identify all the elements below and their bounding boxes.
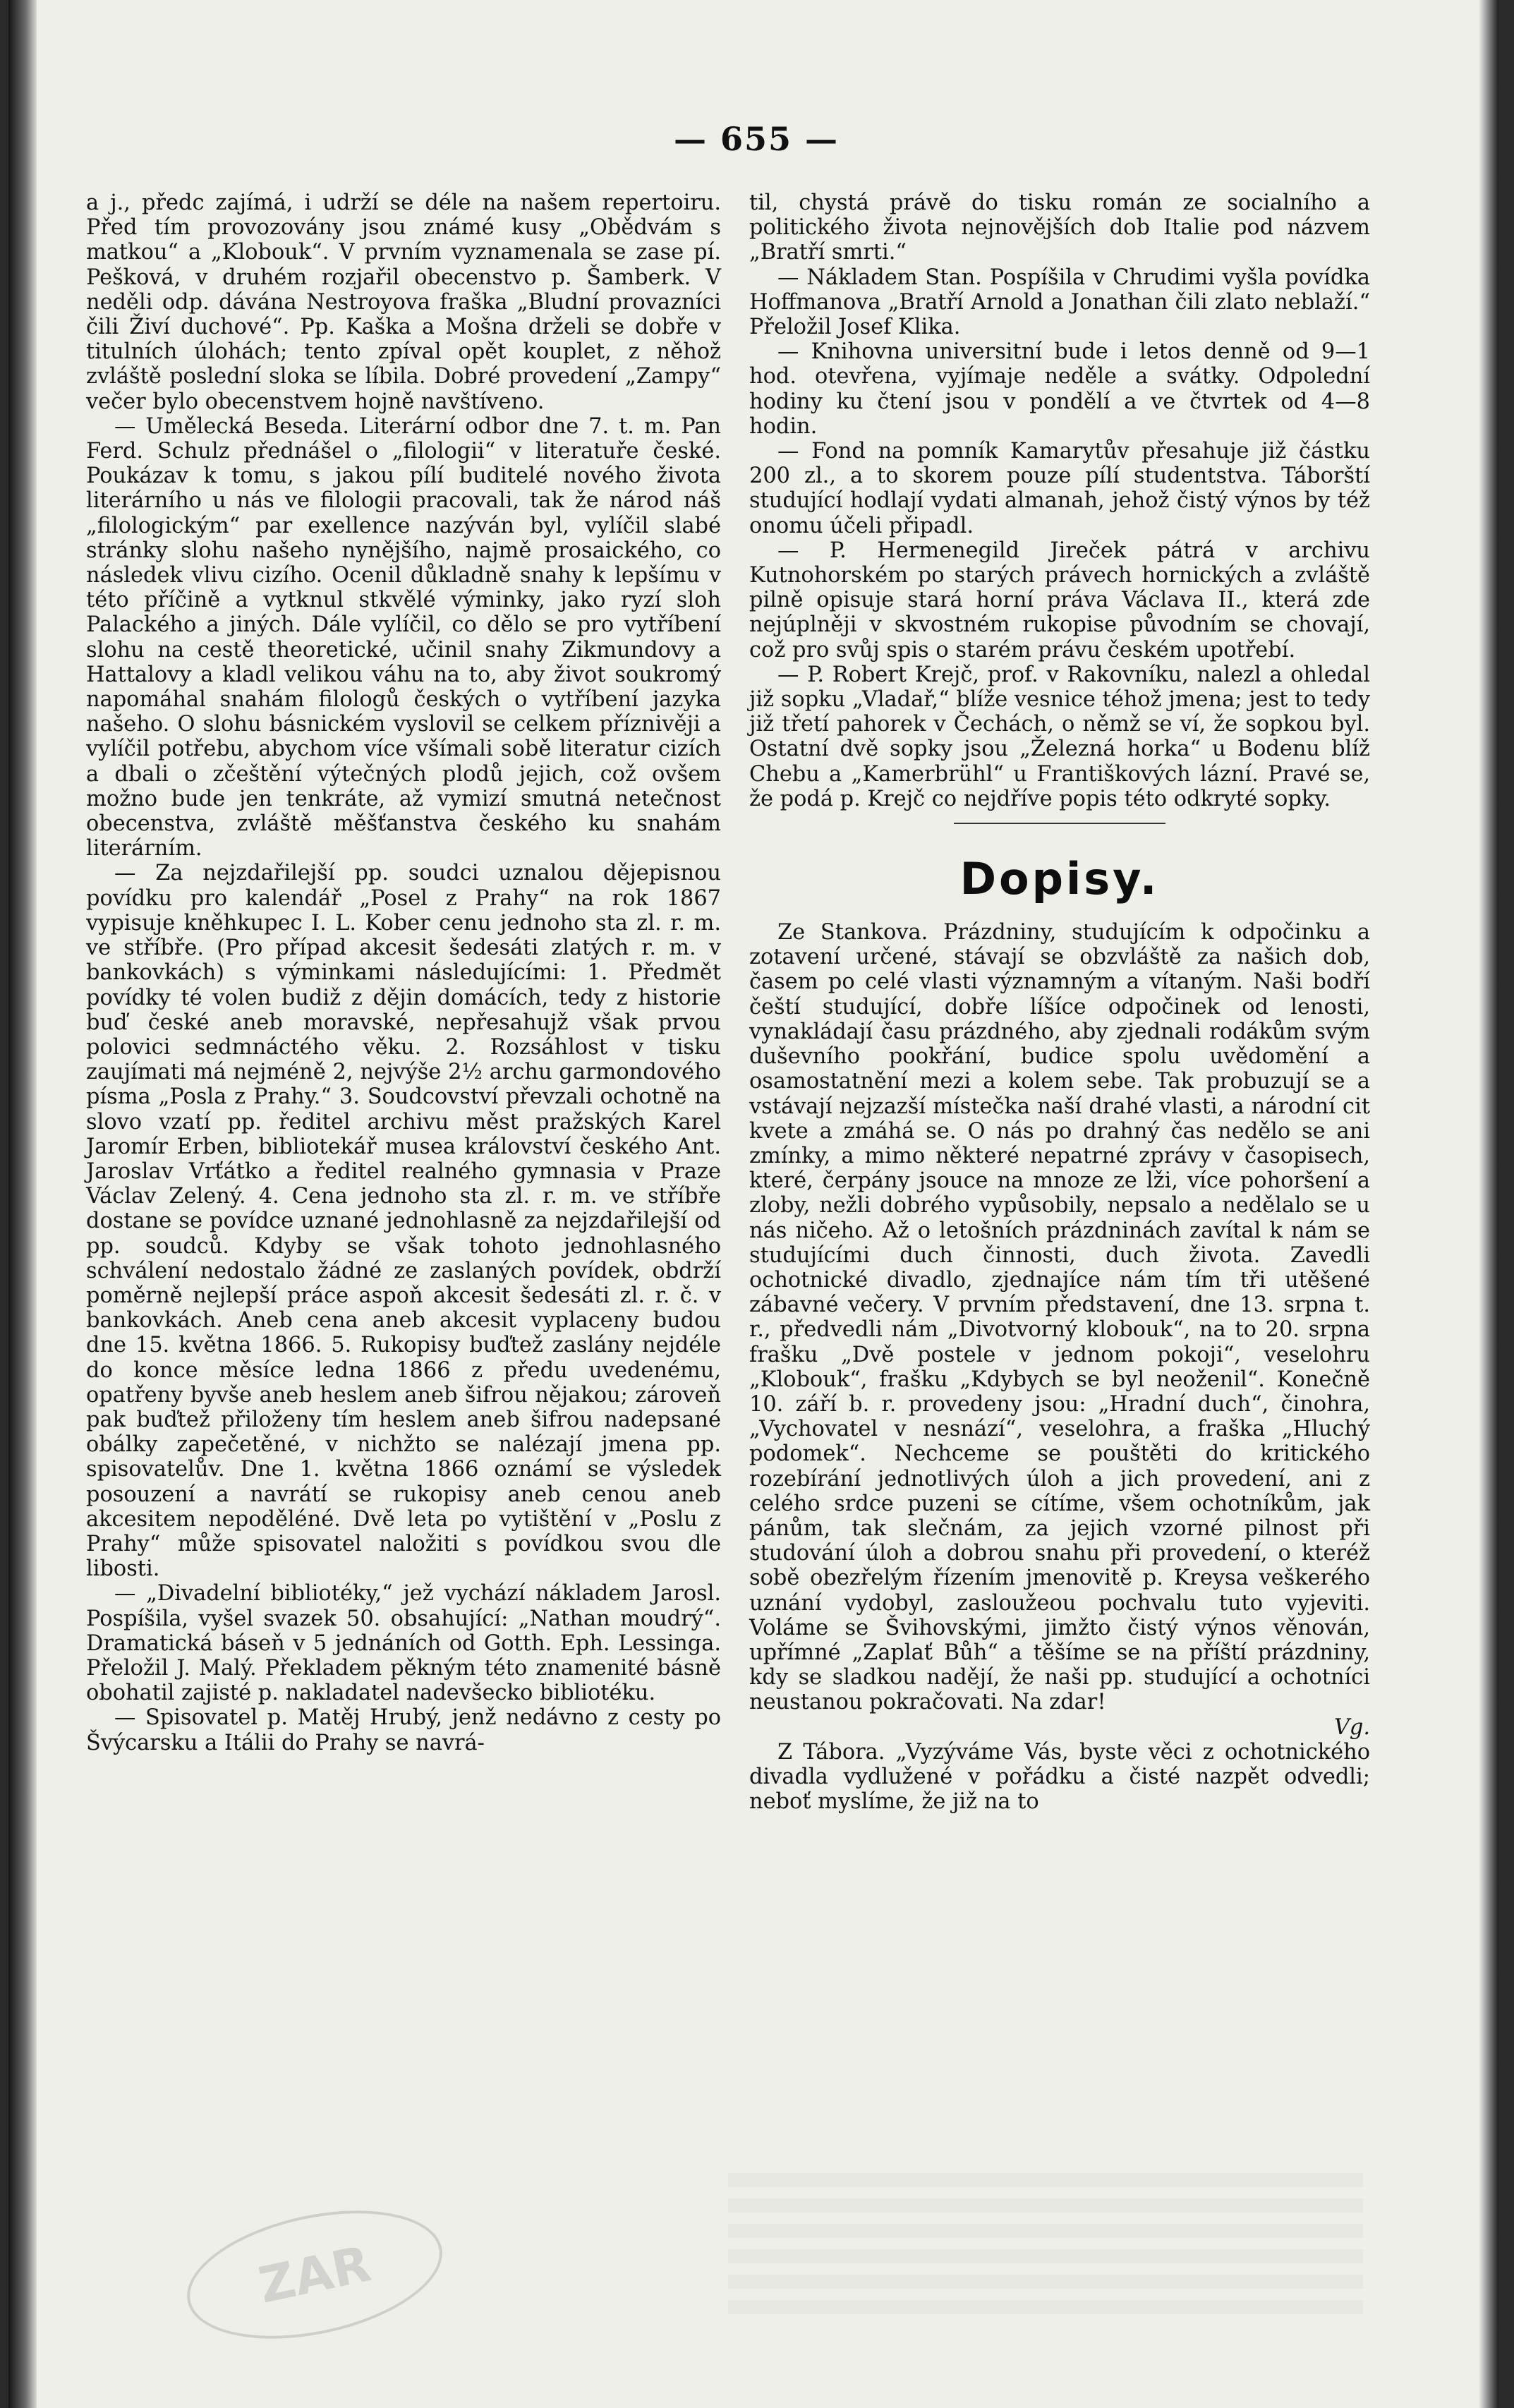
right-column (749, 190, 1370, 1814)
newspaper-page (8, 0, 1498, 2408)
section-heading-dopisy: Dopisy. (959, 853, 1160, 905)
paragraph-divadelni-biblioteka: — „Divadelní bibliotéky,“ jež vychází nákladem Jarosl. Pospíšila, vyšel svazek 50. obsahující: „Nathan moudrý“. Dramatická báseň v 5 jednáních od Gotth. Eph. Lessinga. Přeložil J. Malý. Překladem pěkným této znamenité básně obohatil zajisté p. nakladatel nadevšecko bibliotéku. (86, 1581, 721, 1706)
bleed-through-texture (728, 2173, 1363, 2314)
paragraph-matej-hruby: — Spisovatel p. Matěj Hrubý, jenž nedávno z cesty po Švýcarsku a Itálii do Prahy se navrá- (86, 1705, 721, 1755)
paragraph-jirecek-archive: — P. Hermenegild Jireček pátrá v archivu Kutnohorském po starých právech hornických a zvláště pilně opisuje stará horní práva Václava II., která zde nejúplněji v skvostném rukopise původním se chovají, což pro svůj spis o starém právu českém upotřebí. (749, 538, 1370, 662)
paragraph-university-library: — Knihovna universitní bude i letos denně od 9—1 hod. otevřena, vyjímaje neděle a svátky. Odpolední hodiny ku čtení jsou v pondělí a ve čtvrtek od 4—8 hodin. (749, 339, 1370, 439)
paragraph-umelecka-beseda: — Umělecká Beseda. Literární odbor dne 7. t. m. Pan Ferd. Schulz přednášel o „filologii“ v literatuře české. Poukázav k tomu, s jakou pílí buditelé nového života literárního u nás ve filologii pracovali, tak že národ náš „filologickým“ par exellence nazýván byl, vylíčil slabé stránky slohu našeho nynějšího, najmě prosaického, co následek vlivu cizího. Ocenil důkladně snahy k lepšímu v této příčině a vytknul stkvělé výminky, jako ryzí sloh Palackého a jiných. Dále vylíčil, co dělo se pro vytříbení slohu na cestě theoretické, učinil snahy Zikmundovy a Hattalovy a kladl velikou váhu na to, aby život soukromý napomáhal snahám filologů českých o vytříbení jazyka našeho. O slohu básnickém vyslovil se celkem příznivěji a vylíčil potřebu, abychom více všímali sobě literatur cizích a dbali o zčeštění výtečných plodů jejich, což ovšem možno bude jen tenkráte, až vymizí smutná netečnost obecenstva, zvláště měšťanstva českého ku snahám literárním. (86, 413, 721, 861)
scan-shadow-left (8, 0, 37, 2408)
paragraph-krejc-volcano: — P. Robert Krejč, prof. v Rakovníku, nalezl a ohledal již sopku „Vladař,“ blíže vesnice téhož jmena; jest to tedy již třetí pahorek v Čechách, o němž se ví, že sopkou byl. Ostatní dvě sopky jsou „Železná horka“ u Bodenu blíž Chebu a „Kamerbrühl“ u Františkových lázní. Pravé se, že podá p. Krejč co nejdříve popis této odkryté sopky. (749, 662, 1370, 811)
paragraph-theatre: a j., předc zajímá, i udrží se déle na našem repertoiru. Před tím provozovány jsou známé kusy „Obědvám s matkou“ a „Klobouk“. V prvním vyznamenala se zase pí. Pešková, v druhém rozjařil obecenstvo p. Šamberk. V neděli odp. dávána Nestroyova fraška „Bludní provazníci čili Živí duchové“. Pp. Kaška a Mošna drželi se dobře v titulních úlohách; tento zpíval opět kouplet, z něhož zvláště poslední sloka se líbila. Dobré provedení „Zampy“ večer bylo obecenstvem hojně navštíveno. (86, 190, 721, 414)
scan-shadow-right (1479, 0, 1498, 2408)
letter-z-tabora: Z Tábora. „Vyzýváme Vás, byste věci z ochotnického divadla vydlužené v pořádku a čisté nazpět odvedli; neboť myslíme, že již na to (749, 1739, 1370, 1815)
paragraph-hoffmann-novel: — Nákladem Stan. Pospíšila v Chrudimi vyšla povídka Hoffmanova „Bratří Arnold a Jonathan čili zlato neblaží.“ Přeložil Josef Klika. (749, 265, 1370, 340)
section-divider (954, 823, 1165, 824)
paragraph-posel-z-prahy-contest: — Za nejzdařilejší pp. soudci uznalou dějepisnou povídku pro kalendář „Posel z Prahy“ na rok 1867 vypisuje kněhkupec I. L. Kober cenu jednoho sta zl. r. m. ve stříbře. (Pro případ akcesit šedesáti zlatých r. m. v bankovkách) s výminkami následujícími: 1. Předmět povídky té volen budiž z dějin domácích, tedy z historie buď české aneb moravské, nepřesahujž však prvou polovici sedmnáctého věku. 2. Rozsáhlost v tisku zaujímati má nejméně 2, nejvýše 2½ archu garmondového písma „Posla z Prahy.“ 3. Soudcovství převzali ochotně na slovo vzatí pp. ředitel archivu měst pražských Karel Jaromír Erben, bibliotekář musea království českého Ant. Jaroslav Vrťátko a ředitel realného gymnasia v Praze Václav Zelený. 4. Cena jednoho sta zl. r. m. ve stříbře dostane se povídce uznané jednohlasně za nejzdařilejší od pp. soudců. Kdyby se však tohoto jednohlasného schválení nedostalo žádné ze zaslaných povídek, obdrží poměrně nejlepší práce aspoň akcesit šedesáti zl. r. č. v bankovkách. Aneb cena aneb akcesit vyplaceny budou dne 15. května 1866. 5. Rukopisy buďtež zaslány nejdéle do konce měsíce ledna 1866 z předu uvedenému, opatřeny byvše aneb heslem aneb šifrou nějakou; zároveň pak buďtež přiloženy tím heslem aneb šifrou nadepsané obálky zapečetěné, v nichžto se nalézají jmena pp. spisovatelův. Dne 1. května 1866 oznámí se výsledek posouzení a navrátí se rukopisy aneb cenou aneb akcesitem nepoděléné. Dvě leta po vytištění v „Poslu z Prahy“ může spisovatel naložiti s povídkou svou dle libosti. (86, 861, 721, 1582)
left-column (86, 190, 721, 1755)
letter-signature: Vg. (1333, 1714, 1370, 1740)
paragraph-bratri-smrti: til, chystá právě do tisku román ze socialního a politického života nejnovějších dob Italie pod názvem „Bratří smrti.“ (749, 190, 1370, 265)
page-number: — 655 — (673, 120, 840, 158)
letter-ze-stankova: Ze Stankova. Prázdniny, studujícím k odpočinku a zotavení určené, stávají se obzvláště za našich dob, časem po celé vlasti významným a vítaným. Naši bodří čeští studující, dobře líšíce odpočinek od lenosti, vynakládají času prázdného, aby zjednali rodákům svým duševního pookřání, budice spolu uvědomění a osamostatnění mezi a kolem sebe. Tak probuzují se a vstávají nejzazší místečka naší drahé vlasti, a národní cit kvete a zmáhá se. O nás po drahný čas nedělo se ani zmínky, a mimo některé nepatrné zprávy v časopisech, které, čerpány jsouce na mnoze ze lži, více pohoršení a zloby, nežli dobrého vypůsobily, nepsalo a nedělalo se u nás ničeho. Až o letošních prázdninách zavítal k nám se studujícími duch činnosti, duch života. Zavedli ochotnické divadlo, zjednajíce nám tím tři utěšené zábavné večery. V prvním představení, dne 13. srpna t. r., předvedli nám „Divotvorný klobouk“, na to 20. srpna frašku „Dvě postele v jednom pokoji“, veselohru „Klobouk“, frašku „Kdybych se byl neoženil“. Konečně 10. září b. r. provedeny jsou: „Hradní duch“, činohra, „Vychovatel v nesnází“, veselohra, a fraška „Hluchý podomek“. Nechceme se pouštěti do kritického rozebírání jednotlivých úloh a jich provedení, ani z celého srdce puzeni se cítíme, všem ochotníkům, jak pánům, tak slečnám, za jejich vzorné pilnost při studování úloh a dobrou snahu při provedení, o kteréž sobě obezřelým řízením jmenovitě p. Kreysa veškerého uznání vydobyl, zasloužeou pochvalu tuto vyjeviti. Voláme se Švihovskými, jimžto čistý výnos věnován, upřímné „Zaplať Bůh“ a těšíme se na příští prázdniny, kdy se sladkou nadějí, že naši pp. studující a ochotníci neustanou pokračovati. Na zdar! (749, 920, 1370, 1715)
paragraph-kamaryt-monument: — Fond na pomník Kamarytův přesahuje již částku 200 zl., a to skorem pouze pílí studentstva. Táborští studující hodlají vydati almanah, jehož čistý výnos by též onomu účeli připadl. (749, 439, 1370, 538)
faded-library-stamp: ZAR (176, 2190, 454, 2360)
